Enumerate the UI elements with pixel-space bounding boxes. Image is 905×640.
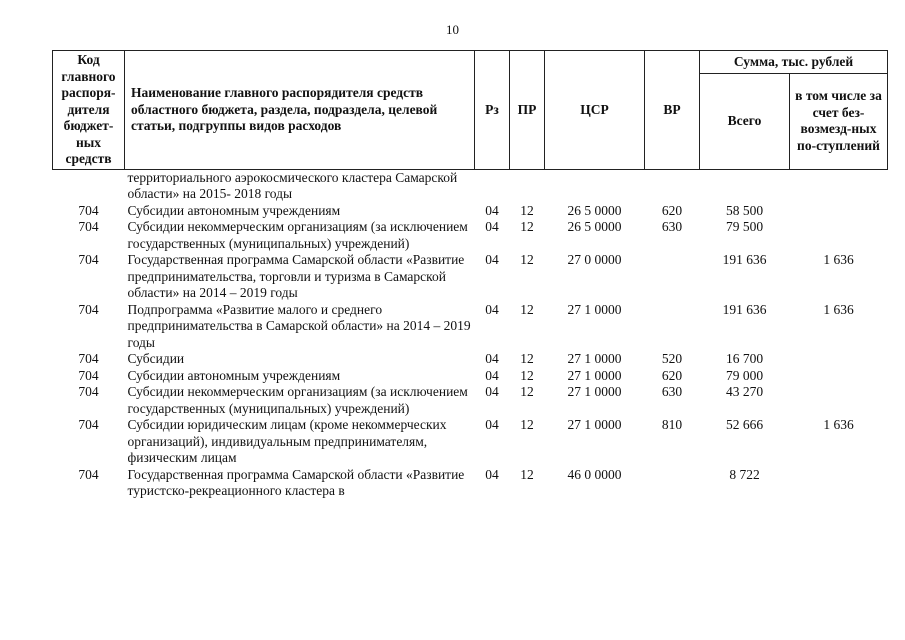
table-body: [53, 169, 888, 500]
cell-code: 704: [78, 384, 99, 399]
cell-free: [790, 467, 888, 500]
cell-csr: 46 0 0000: [567, 466, 622, 482]
cell-vr: [645, 302, 700, 352]
cell-pr: 12: [520, 384, 534, 399]
header-free: в том числе за счет без-возмезд-ных по-ступлений: [790, 74, 888, 170]
cell-pr: [510, 169, 545, 203]
cell-vr: [645, 169, 700, 203]
cell-free: 1 636: [823, 252, 854, 267]
cell-csr: 27 1 0000: [567, 367, 622, 383]
cell-total: [700, 169, 790, 203]
cell-name: Субсидии: [127, 351, 185, 366]
table-row: [53, 384, 888, 417]
cell-csr: [545, 169, 645, 203]
cell-total: 58 500: [725, 202, 764, 218]
cell-total: 16 700: [725, 351, 764, 366]
cell-total: 43 270: [725, 384, 764, 399]
cell-code: 704: [78, 219, 99, 234]
header-pr: ПР: [510, 51, 545, 170]
cell-rz: 04: [485, 367, 499, 383]
cell-name: Субсидии автономным учреждениям: [127, 202, 341, 218]
cell-name: Государственная программа Самарской области «Развитие туристско-рекреационного кластера в: [127, 466, 465, 498]
cell-pr: 12: [520, 367, 534, 383]
cell-name: Субсидии некоммерческим организациям (за исключением государственных (муниципальных) учреждений): [127, 219, 468, 251]
cell-vr: 520: [661, 351, 683, 366]
table-row: [53, 252, 888, 302]
cell-code: 704: [78, 417, 99, 432]
cell-free: 1 636: [823, 301, 854, 317]
cell-free: [790, 368, 888, 385]
cell-csr: 27 1 0000: [567, 417, 622, 432]
header-total: Всего: [700, 74, 790, 170]
header-rz: Рз: [475, 51, 510, 170]
table-row: [53, 351, 888, 368]
cell-name: Субсидии некоммерческим организациям (за исключением государственных (муниципальных) учреждений): [127, 384, 468, 416]
cell-code: 704: [78, 301, 99, 317]
cell-free: [790, 169, 888, 203]
cell-pr: 12: [520, 351, 534, 366]
cell-vr: 810: [661, 417, 683, 432]
budget-table-container: [52, 50, 887, 500]
cell-pr: 12: [520, 466, 534, 482]
table-row: [53, 302, 888, 352]
cell-name: Субсидии автономным учреждениям: [127, 367, 341, 383]
cell-name: территориального аэрокосмического кластера Самарской области» на 2015- 2018 годы: [127, 169, 458, 201]
cell-pr: 12: [520, 202, 534, 218]
table-header: [53, 51, 888, 170]
cell-name: Субсидии юридическим лицам (кроме некоммерческих организаций), индивидуальным предпринимателям, физическим лицам: [127, 417, 447, 465]
page-number: 10: [446, 22, 459, 37]
header-vr: ВР: [645, 51, 700, 170]
cell-free: [790, 219, 888, 252]
budget-table: [52, 50, 888, 500]
cell-rz: 04: [485, 252, 499, 267]
cell-code: 704: [78, 202, 99, 218]
cell-rz: 04: [485, 219, 499, 234]
cell-total: 52 666: [725, 417, 764, 432]
table-row: [53, 203, 888, 220]
table-row: [53, 417, 888, 467]
cell-free: 1 636: [823, 417, 854, 432]
header-csr: ЦСР: [545, 51, 645, 170]
cell-total: 8 722: [729, 466, 760, 482]
cell-code: 704: [78, 466, 99, 482]
cell-csr: 27 1 0000: [567, 384, 622, 399]
cell-vr: 630: [661, 219, 683, 234]
cell-vr: [645, 467, 700, 500]
cell-free: [790, 351, 888, 368]
table-row: [53, 368, 888, 385]
cell-code: 704: [78, 367, 99, 383]
cell-csr: 27 1 0000: [567, 351, 622, 366]
header-name: Наименование главного распорядителя средств областного бюджета, раздела, подраздела, целевой статьи, подгруппы видов расходов: [125, 51, 475, 170]
cell-free: [790, 384, 888, 417]
cell-total: 79 500: [725, 219, 764, 234]
cell-pr: 12: [520, 301, 534, 317]
table-row: [53, 219, 888, 252]
cell-rz: 04: [485, 384, 499, 399]
cell-code: 704: [78, 351, 99, 366]
cell-rz: 04: [485, 202, 499, 218]
cell-csr: 27 0 0000: [567, 252, 622, 267]
cell-name: Подпрограмма «Развитие малого и среднего предпринимательства в Самарской области» на 2014 – 2019 годы: [127, 301, 471, 350]
cell-name: Государственная программа Самарской области «Развитие предпринимательства, торговли и туризма в Самарской области» на 2014 – 2019 годы: [127, 252, 465, 300]
cell-rz: 04: [485, 466, 499, 482]
cell-total: 79 000: [725, 367, 764, 383]
table-row: [53, 169, 888, 203]
cell-pr: 12: [520, 252, 534, 267]
cell-vr: [645, 252, 700, 302]
cell-rz: 04: [485, 301, 499, 317]
cell-csr: 26 5 0000: [567, 202, 622, 218]
cell-rz: 04: [485, 417, 499, 432]
cell-csr: 27 1 0000: [567, 301, 622, 317]
cell-free: [790, 203, 888, 220]
header-sum-group: Сумма, тыс. рублей: [700, 51, 888, 74]
cell-pr: 12: [520, 219, 534, 234]
cell-vr: 620: [661, 202, 683, 218]
cell-rz: 04: [485, 351, 499, 366]
cell-rz: [475, 169, 510, 203]
cell-vr: 630: [661, 384, 683, 399]
cell-total: 191 636: [722, 252, 767, 267]
table-row: [53, 467, 888, 500]
cell-code: [53, 169, 125, 203]
cell-csr: 26 5 0000: [567, 219, 622, 234]
cell-code: 704: [78, 252, 99, 267]
cell-pr: 12: [520, 417, 534, 432]
header-code: Код главного распоря-дителя бюджет-ных средств: [53, 51, 125, 170]
cell-vr: 620: [661, 367, 683, 383]
cell-total: 191 636: [722, 301, 767, 317]
